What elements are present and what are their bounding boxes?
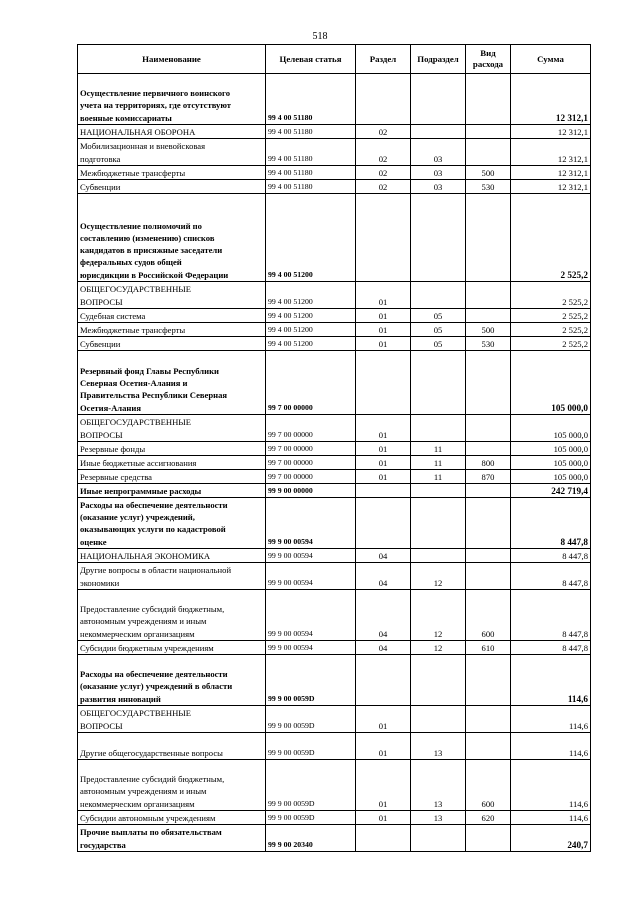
cell-name: НАЦИОНАЛЬНАЯ ОБОРОНА — [78, 125, 266, 139]
cell-expense-type — [466, 351, 511, 415]
cell-section: 01 — [356, 760, 411, 811]
cell-name: Предоставление субсидий бюджетным, автономным учреждениям и иным некоммерческим организациям — [78, 760, 266, 811]
cell-section: 04 — [356, 641, 411, 655]
cell-name: Мобилизационная и вневойсковая подготовка — [78, 139, 266, 166]
table-row — [78, 74, 591, 125]
cell-section: 04 — [356, 549, 411, 563]
table-row — [78, 442, 591, 456]
cell-subsection — [411, 498, 466, 549]
table-row — [78, 139, 591, 166]
cell-section: 04 — [356, 563, 411, 590]
cell-section: 02 — [356, 139, 411, 166]
table-row — [78, 760, 591, 811]
cell-expense-type: 500 — [466, 166, 511, 180]
cell-section — [356, 74, 411, 125]
cell-expense-type — [466, 442, 511, 456]
cell-target: 99 9 00 0059D — [266, 706, 356, 733]
table-body — [78, 74, 591, 852]
table-row — [78, 180, 591, 194]
cell-expense-type — [466, 415, 511, 442]
cell-subsection: 11 — [411, 470, 466, 484]
cell-subsection — [411, 415, 466, 442]
table-row — [78, 563, 591, 590]
cell-name: Расходы на обеспечение деятельности (оказание услуг) учреждений в области развития инноваций — [78, 655, 266, 706]
cell-target: 99 9 00 00594 — [266, 498, 356, 549]
cell-name: Резервные средства — [78, 470, 266, 484]
cell-amount: 12 312,1 — [511, 74, 591, 125]
table-row — [78, 456, 591, 470]
cell-expense-type: 530 — [466, 337, 511, 351]
cell-section: 01 — [356, 456, 411, 470]
cell-target: 99 4 00 51200 — [266, 323, 356, 337]
cell-target: 99 4 00 51200 — [266, 309, 356, 323]
cell-subsection: 11 — [411, 456, 466, 470]
header-expense-type: Вид расхода — [466, 45, 511, 74]
cell-name: Предоставление субсидий бюджетным, автономным учреждениям и иным некоммерческим организациям — [78, 590, 266, 641]
cell-name: ОБЩЕГОСУДАРСТВЕННЫЕ ВОПРОСЫ — [78, 706, 266, 733]
cell-amount: 240,7 — [511, 825, 591, 852]
cell-subsection: 13 — [411, 760, 466, 811]
table-row — [78, 706, 591, 733]
cell-target: 99 9 00 00594 — [266, 590, 356, 641]
page-number: 518 — [312, 31, 328, 42]
table-row — [78, 470, 591, 484]
cell-name: ОБЩЕГОСУДАРСТВЕННЫЕ ВОПРОСЫ — [78, 415, 266, 442]
cell-target: 99 4 00 51200 — [266, 337, 356, 351]
cell-section: 02 — [356, 125, 411, 139]
cell-target: 99 9 00 0059D — [266, 760, 356, 811]
cell-name: Осуществление первичного воинского учета на территориях, где отсутствуют военные комиссариаты — [78, 74, 266, 125]
cell-expense-type — [466, 282, 511, 309]
table-row — [78, 351, 591, 415]
table-row — [78, 825, 591, 852]
cell-target: 99 9 00 0059D — [266, 733, 356, 760]
cell-section — [356, 498, 411, 549]
cell-name: Судебная система — [78, 309, 266, 323]
cell-target: 99 7 00 00000 — [266, 456, 356, 470]
cell-section: 02 — [356, 180, 411, 194]
cell-expense-type — [466, 484, 511, 498]
header-target: Целевая статья — [266, 45, 356, 74]
cell-section — [356, 351, 411, 415]
cell-section: 01 — [356, 811, 411, 825]
cell-name: НАЦИОНАЛЬНАЯ ЭКОНОМИКА — [78, 549, 266, 563]
cell-section: 01 — [356, 309, 411, 323]
cell-amount: 12 312,1 — [511, 139, 591, 166]
cell-target: 99 9 00 00000 — [266, 484, 356, 498]
cell-expense-type — [466, 563, 511, 590]
cell-expense-type — [466, 139, 511, 166]
cell-expense-type: 620 — [466, 811, 511, 825]
table-row — [78, 309, 591, 323]
cell-section: 01 — [356, 323, 411, 337]
table-row — [78, 323, 591, 337]
cell-name: Иные бюджетные ассигнования — [78, 456, 266, 470]
cell-subsection: 05 — [411, 323, 466, 337]
cell-amount: 2 525,2 — [511, 194, 591, 282]
cell-subsection: 12 — [411, 563, 466, 590]
header-subsection: Подраздел — [411, 45, 466, 74]
table-row — [78, 166, 591, 180]
header-section: Раздел — [356, 45, 411, 74]
cell-target: 99 7 00 00000 — [266, 415, 356, 442]
cell-amount: 12 312,1 — [511, 125, 591, 139]
cell-section: 01 — [356, 282, 411, 309]
cell-expense-type: 870 — [466, 470, 511, 484]
cell-expense-type — [466, 125, 511, 139]
cell-amount: 12 312,1 — [511, 180, 591, 194]
cell-amount: 8 447,8 — [511, 549, 591, 563]
cell-amount: 105 000,0 — [511, 351, 591, 415]
cell-expense-type — [466, 733, 511, 760]
cell-subsection: 13 — [411, 811, 466, 825]
cell-name: Другие вопросы в области национальной экономики — [78, 563, 266, 590]
cell-expense-type — [466, 74, 511, 125]
cell-target: 99 4 00 51180 — [266, 125, 356, 139]
cell-amount: 8 447,8 — [511, 563, 591, 590]
cell-expense-type — [466, 655, 511, 706]
cell-subsection: 03 — [411, 139, 466, 166]
cell-expense-type: 600 — [466, 590, 511, 641]
table-row — [78, 337, 591, 351]
cell-amount: 8 447,8 — [511, 641, 591, 655]
cell-section: 02 — [356, 166, 411, 180]
cell-expense-type — [466, 194, 511, 282]
cell-subsection — [411, 351, 466, 415]
cell-amount: 2 525,2 — [511, 309, 591, 323]
cell-amount: 114,6 — [511, 655, 591, 706]
cell-expense-type: 610 — [466, 641, 511, 655]
cell-expense-type: 530 — [466, 180, 511, 194]
cell-subsection — [411, 825, 466, 852]
cell-name: Резервный фонд Главы Республики Северная Осетия-Алания и Правительства Республики Северная Осетия-Алания — [78, 351, 266, 415]
cell-name: Субвенции — [78, 180, 266, 194]
cell-expense-type — [466, 498, 511, 549]
cell-subsection — [411, 282, 466, 309]
cell-amount: 12 312,1 — [511, 166, 591, 180]
cell-subsection: 05 — [411, 337, 466, 351]
cell-name: Субсидии бюджетным учреждениям — [78, 641, 266, 655]
cell-target: 99 7 00 00000 — [266, 442, 356, 456]
cell-amount: 114,6 — [511, 811, 591, 825]
cell-subsection — [411, 706, 466, 733]
table-row — [78, 733, 591, 760]
cell-expense-type — [466, 549, 511, 563]
table-row — [78, 415, 591, 442]
cell-name: Резервные фонды — [78, 442, 266, 456]
cell-subsection: 03 — [411, 166, 466, 180]
cell-section: 01 — [356, 706, 411, 733]
cell-name: Иные непрограммные расходы — [78, 484, 266, 498]
cell-name: Межбюджетные трансферты — [78, 166, 266, 180]
cell-section: 01 — [356, 470, 411, 484]
cell-subsection — [411, 125, 466, 139]
cell-amount: 8 447,8 — [511, 590, 591, 641]
cell-subsection — [411, 74, 466, 125]
cell-target: 99 4 00 51180 — [266, 139, 356, 166]
cell-section — [356, 655, 411, 706]
cell-expense-type — [466, 825, 511, 852]
table-row — [78, 641, 591, 655]
cell-target: 99 9 00 00594 — [266, 563, 356, 590]
cell-name: Межбюджетные трансферты — [78, 323, 266, 337]
cell-expense-type: 800 — [466, 456, 511, 470]
table-row — [78, 811, 591, 825]
cell-subsection: 03 — [411, 180, 466, 194]
cell-target: 99 4 00 51200 — [266, 194, 356, 282]
cell-subsection: 05 — [411, 309, 466, 323]
cell-subsection — [411, 549, 466, 563]
table-row — [78, 655, 591, 706]
header-amount: Сумма — [511, 45, 591, 74]
cell-name: Другие общегосударственные вопросы — [78, 733, 266, 760]
cell-target: 99 9 00 0059D — [266, 811, 356, 825]
cell-expense-type — [466, 309, 511, 323]
table-row — [78, 282, 591, 309]
cell-target: 99 9 00 00594 — [266, 641, 356, 655]
cell-amount: 114,6 — [511, 706, 591, 733]
cell-name: Расходы на обеспечение деятельности (оказание услуг) учреждений, оказывающих услуги по кадастровой оценке — [78, 498, 266, 549]
cell-section: 04 — [356, 590, 411, 641]
cell-amount: 105 000,0 — [511, 415, 591, 442]
table-row — [78, 549, 591, 563]
table-row — [78, 498, 591, 549]
cell-amount: 242 719,4 — [511, 484, 591, 498]
cell-amount: 8 447,8 — [511, 498, 591, 549]
table-row — [78, 590, 591, 641]
cell-target: 99 9 00 00594 — [266, 549, 356, 563]
header-name: Наименование — [78, 45, 266, 74]
cell-section: 01 — [356, 415, 411, 442]
table-row — [78, 125, 591, 139]
cell-amount: 114,6 — [511, 760, 591, 811]
cell-name: Прочие выплаты по обязательствам государства — [78, 825, 266, 852]
cell-target: 99 7 00 00000 — [266, 470, 356, 484]
cell-subsection: 13 — [411, 733, 466, 760]
cell-expense-type — [466, 706, 511, 733]
cell-target: 99 7 00 00000 — [266, 351, 356, 415]
cell-subsection — [411, 484, 466, 498]
cell-name: Осуществление полномочий по составлению (изменению) списков кандидатов в присяжные заседатели федеральных судов общей юрисдикции в Российской Федерации — [78, 194, 266, 282]
cell-target: 99 4 00 51180 — [266, 180, 356, 194]
cell-amount: 114,6 — [511, 733, 591, 760]
cell-section — [356, 825, 411, 852]
cell-name: Субсидии автономным учреждениям — [78, 811, 266, 825]
cell-section — [356, 194, 411, 282]
cell-section: 01 — [356, 442, 411, 456]
cell-amount: 105 000,0 — [511, 470, 591, 484]
cell-amount: 105 000,0 — [511, 442, 591, 456]
cell-section: 01 — [356, 337, 411, 351]
cell-section — [356, 484, 411, 498]
cell-subsection: 12 — [411, 590, 466, 641]
cell-name: Субвенции — [78, 337, 266, 351]
cell-subsection — [411, 194, 466, 282]
cell-subsection: 12 — [411, 641, 466, 655]
cell-target: 99 4 00 51180 — [266, 166, 356, 180]
cell-expense-type: 500 — [466, 323, 511, 337]
cell-target: 99 9 00 0059D — [266, 655, 356, 706]
cell-subsection — [411, 655, 466, 706]
cell-target: 99 4 00 51180 — [266, 74, 356, 125]
cell-amount: 2 525,2 — [511, 323, 591, 337]
budget-table — [77, 44, 591, 852]
cell-target: 99 4 00 51200 — [266, 282, 356, 309]
cell-name: ОБЩЕГОСУДАРСТВЕННЫЕ ВОПРОСЫ — [78, 282, 266, 309]
table-row — [78, 194, 591, 282]
cell-target: 99 9 00 20340 — [266, 825, 356, 852]
table-header-row — [78, 45, 591, 74]
cell-subsection: 11 — [411, 442, 466, 456]
cell-amount: 2 525,2 — [511, 337, 591, 351]
table-row — [78, 484, 591, 498]
cell-section: 01 — [356, 733, 411, 760]
cell-amount: 2 525,2 — [511, 282, 591, 309]
cell-expense-type: 600 — [466, 760, 511, 811]
cell-amount: 105 000,0 — [511, 456, 591, 470]
